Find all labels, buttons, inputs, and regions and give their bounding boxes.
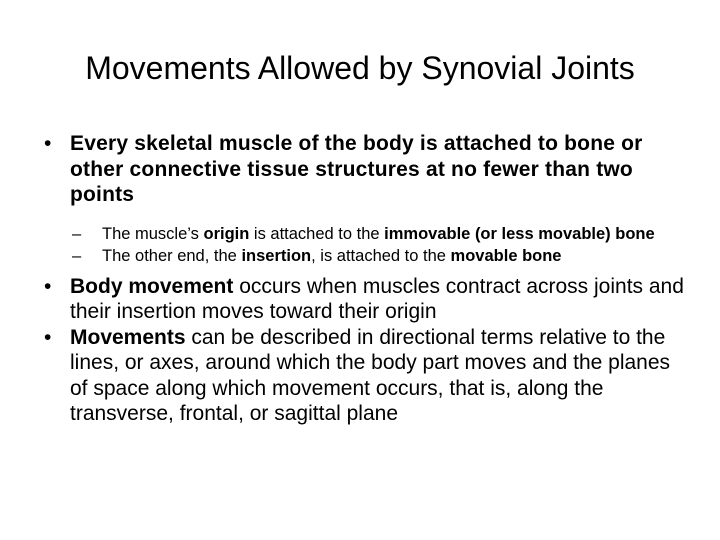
bullet-item-body-movement	[44, 274, 684, 325]
term-insertion: insertion	[241, 246, 312, 265]
sub-bullet-origin	[44, 224, 684, 244]
term-movements: Movements	[70, 325, 186, 349]
bullet-mark: •	[44, 274, 52, 298]
bullet-mark: •	[44, 132, 52, 155]
term-body-movement: Body movement	[70, 274, 234, 298]
term-immovable-bone: immovable (or less movable) bone	[384, 224, 655, 243]
sub-text: , is attached to the	[311, 246, 451, 265]
term-origin: origin	[203, 224, 250, 243]
sub-text: The muscle’s	[102, 224, 204, 243]
slide-title: Movements Allowed by Synovial Joints	[85, 50, 635, 86]
bullet-text: occurs when muscles contract across joints and their insertion moves toward their origin	[70, 274, 684, 323]
sub-text: The other end, the	[102, 246, 242, 265]
bullet-text: can be described in directional terms relative to the lines, or axes, around which the body part moves and the planes of space along which movement occurs, that is, along the transverse, frontal, or sagittal plane	[70, 325, 671, 425]
slide-body	[44, 131, 684, 427]
bullet-item-movements	[44, 325, 684, 427]
term-movable-bone: movable bone	[450, 246, 562, 265]
sub-text: is attached to the	[249, 224, 385, 243]
sub-bullet-insertion	[44, 246, 684, 266]
sub-bullet-mark: –	[72, 246, 82, 265]
bullet-text: Every skeletal muscle of the body is attached to bone or other connective tissue structures at no fewer than two points	[70, 132, 643, 206]
sub-bullet-mark: –	[72, 224, 82, 243]
bullet-mark: •	[44, 325, 52, 349]
bullet-item-attachment	[44, 131, 684, 208]
